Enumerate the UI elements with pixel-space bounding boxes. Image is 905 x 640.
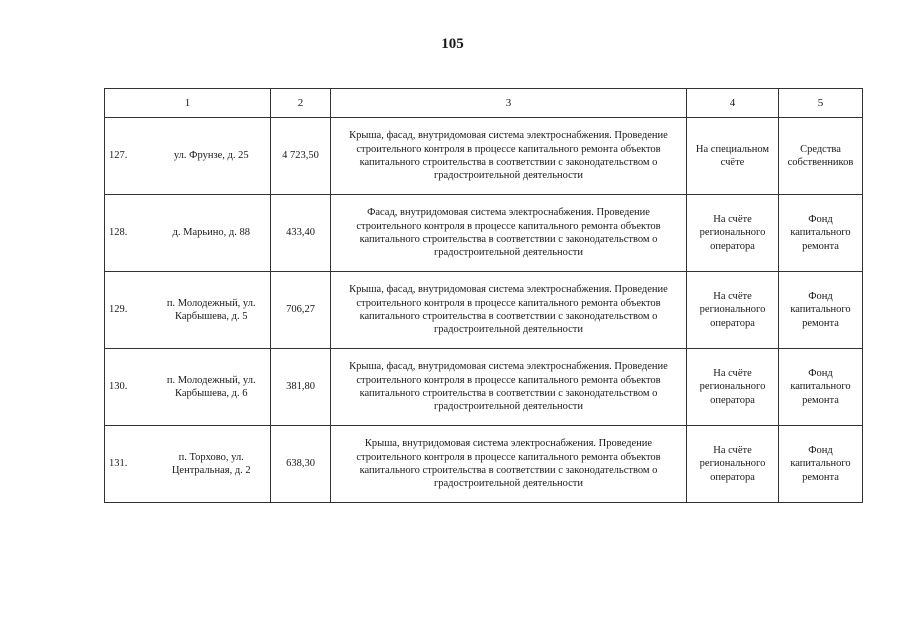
funding-source: Фонд капитального ремонта — [779, 272, 863, 349]
table-row — [105, 118, 863, 195]
works-description: Крыша, внутридомовая система электроснабжения. Проведение строительного контроля в процессе капитального ремонта объектов капитального строительства в соответствии с законодательством о градостроительной деятельности — [331, 426, 687, 503]
funding-source: Фонд капитального ремонта — [779, 195, 863, 272]
column-header-5: 5 — [779, 89, 863, 118]
address: д. Марьино, д. 88 — [153, 195, 271, 272]
row-number: 128. — [105, 195, 153, 272]
area-value: 4 723,50 — [271, 118, 331, 195]
area-value: 381,80 — [271, 349, 331, 426]
address: п. Молодежный, ул. Карбышева, д. 5 — [153, 272, 271, 349]
table-header-row — [105, 89, 863, 118]
row-number: 127. — [105, 118, 153, 195]
row-number: 131. — [105, 426, 153, 503]
column-header-4: 4 — [687, 89, 779, 118]
table-row — [105, 195, 863, 272]
table-row — [105, 426, 863, 503]
account-type: На счёте регионального оператора — [687, 426, 779, 503]
account-type: На счёте регионального оператора — [687, 272, 779, 349]
address: п. Торхово, ул. Центральная, д. 2 — [153, 426, 271, 503]
row-number: 129. — [105, 272, 153, 349]
area-value: 433,40 — [271, 195, 331, 272]
area-value: 638,30 — [271, 426, 331, 503]
works-description: Фасад, внутридомовая система электроснабжения. Проведение строительного контроля в процессе капитального ремонта объектов капитального строительства в соответствии с законодательством о градостроительной деятельности — [331, 195, 687, 272]
funding-source: Фонд капитального ремонта — [779, 349, 863, 426]
area-value: 706,27 — [271, 272, 331, 349]
funding-source: Фонд капитального ремонта — [779, 426, 863, 503]
address: п. Молодежный, ул. Карбышева, д. 6 — [153, 349, 271, 426]
works-description: Крыша, фасад, внутридомовая система электроснабжения. Проведение строительного контроля в процессе капитального ремонта объектов капитального строительства в соответствии с законодательством о градостроительной деятельности — [331, 272, 687, 349]
column-header-2: 2 — [271, 89, 331, 118]
page-number: 105 — [441, 36, 464, 52]
funding-source: Средства собственников — [779, 118, 863, 195]
repair-schedule-table — [104, 88, 863, 503]
column-header-3: 3 — [331, 89, 687, 118]
works-description: Крыша, фасад, внутридомовая система электроснабжения. Проведение строительного контроля в процессе капитального ремонта объектов капитального строительства в соответствии с законодательством о градостроительной деятельности — [331, 118, 687, 195]
account-type: На счёте регионального оператора — [687, 195, 779, 272]
address: ул. Фрунзе, д. 25 — [153, 118, 271, 195]
table-row — [105, 272, 863, 349]
account-type: На специальном счёте — [687, 118, 779, 195]
account-type: На счёте регионального оператора — [687, 349, 779, 426]
table-row — [105, 349, 863, 426]
column-header-1: 1 — [105, 89, 271, 118]
works-description: Крыша, фасад, внутридомовая система электроснабжения. Проведение строительного контроля в процессе капитального ремонта объектов капитального строительства в соответствии с законодательством о градостроительной деятельности — [331, 349, 687, 426]
row-number: 130. — [105, 349, 153, 426]
